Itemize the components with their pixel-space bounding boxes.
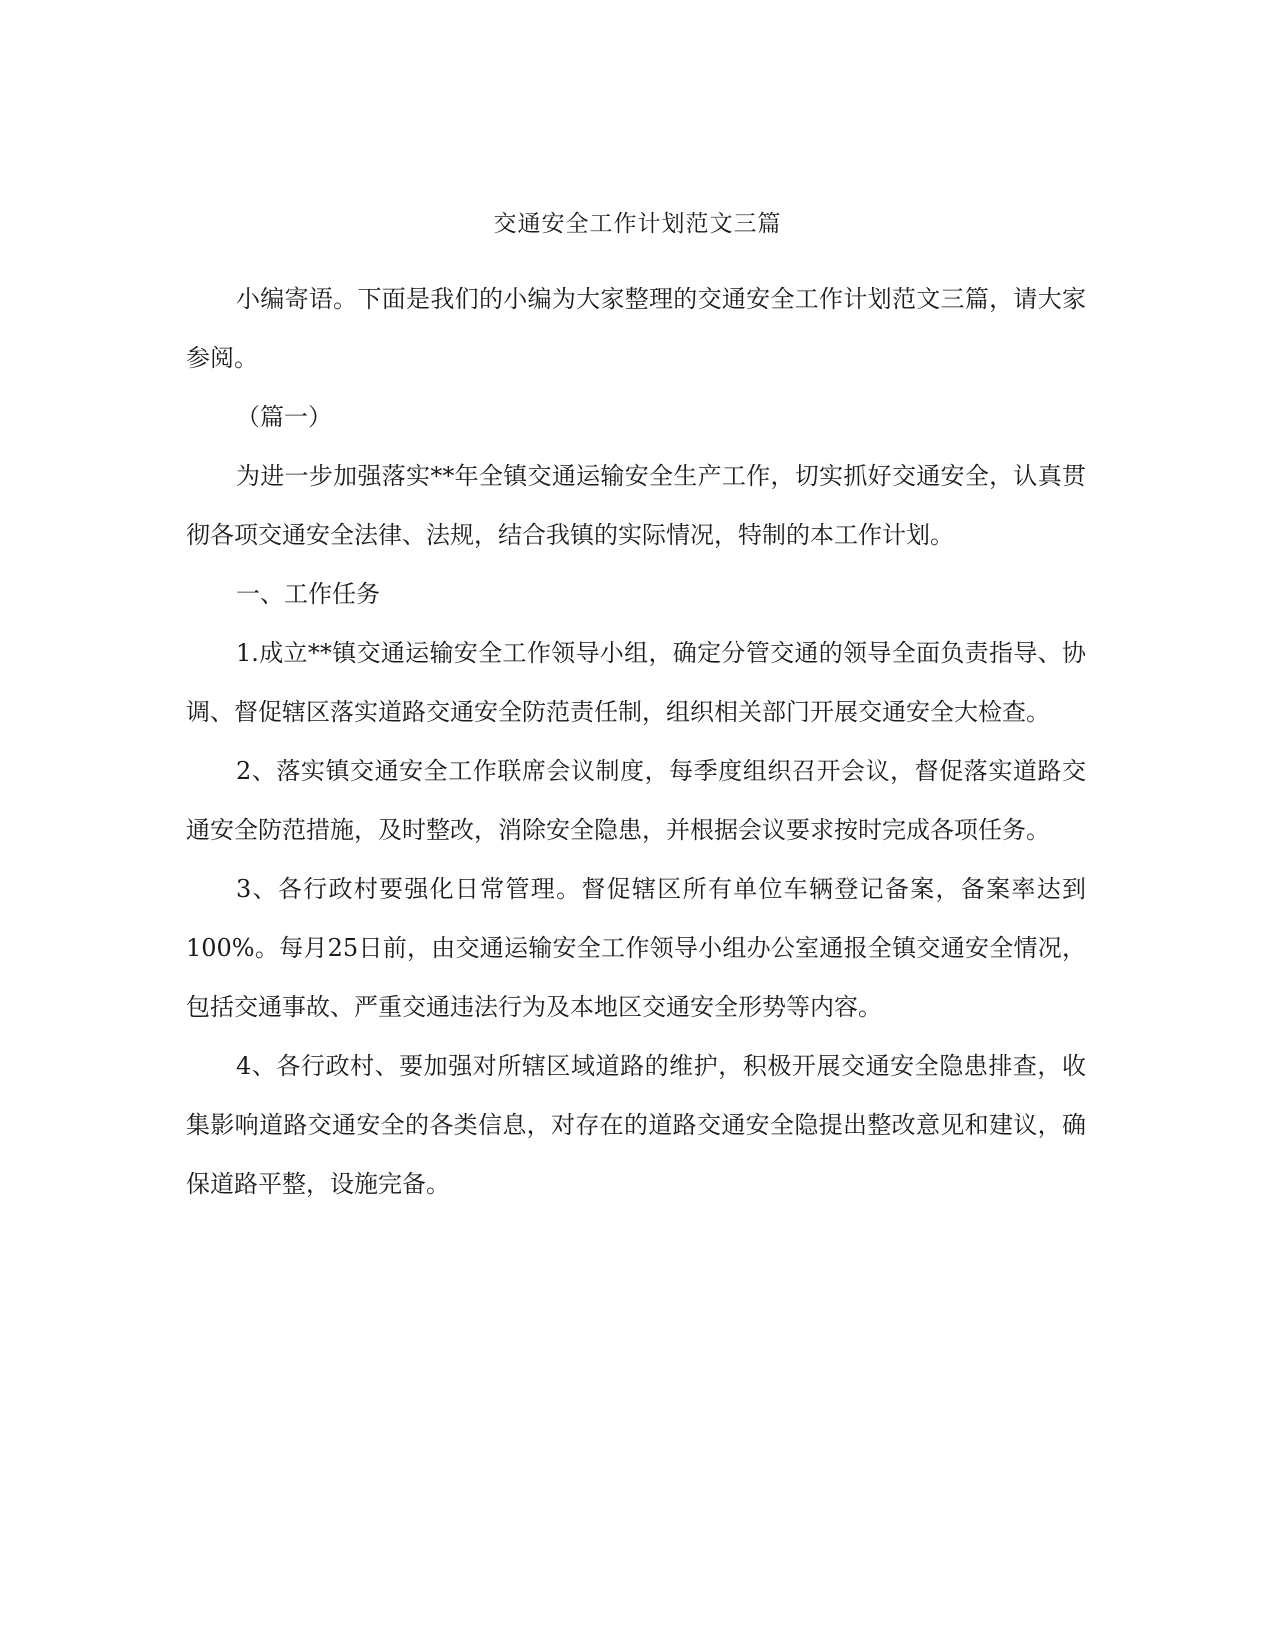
task-item-2: 2、落实镇交通安全工作联席会议制度，每季度组织召开会议，督促落实道路交通安全防范措施，及时整改，消除安全隐患，并根据会议要求按时完成各项任务。	[186, 757, 1086, 844]
task-item-4: 4、各行政村、要加强对所辖区域道路的维护，积极开展交通安全隐患排查，收集影响道路交通安全的各类信息，对存在的道路交通安全隐提出整改意见和建议，确保道路平整，设施完备。	[186, 1052, 1086, 1198]
document-body	[186, 270, 1086, 1214]
task-item-3: 3、各行政村要强化日常管理。督促辖区所有单位车辆登记备案，备案率达到100%。每月25日前，由交通运输安全工作领导小组办公室通报全镇交通安全情况，包括交通事故、严重交通违法行为及本地区交通安全形势等内容。	[186, 875, 1086, 1021]
task-item-1: 1.成立**镇交通运输安全工作领导小组，确定分管交通的领导全面负责指导、协调、督促辖区落实道路交通安全防范责任制，组织相关部门开展交通安全大检查。	[186, 639, 1086, 726]
intro-paragraph: 小编寄语。下面是我们的小编为大家整理的交通安全工作计划范文三篇，请大家参阅。	[186, 285, 1086, 372]
document-title: 交通安全工作计划范文三篇	[493, 211, 782, 237]
purpose-paragraph: 为进一步加强落实**年全镇交通运输安全生产工作，切实抓好交通安全，认真贯彻各项交通安全法律、法规，结合我镇的实际情况，特制的本工作计划。	[186, 462, 1086, 549]
section-label: （篇一）	[236, 403, 332, 431]
section-heading: 一、工作任务	[236, 580, 380, 608]
